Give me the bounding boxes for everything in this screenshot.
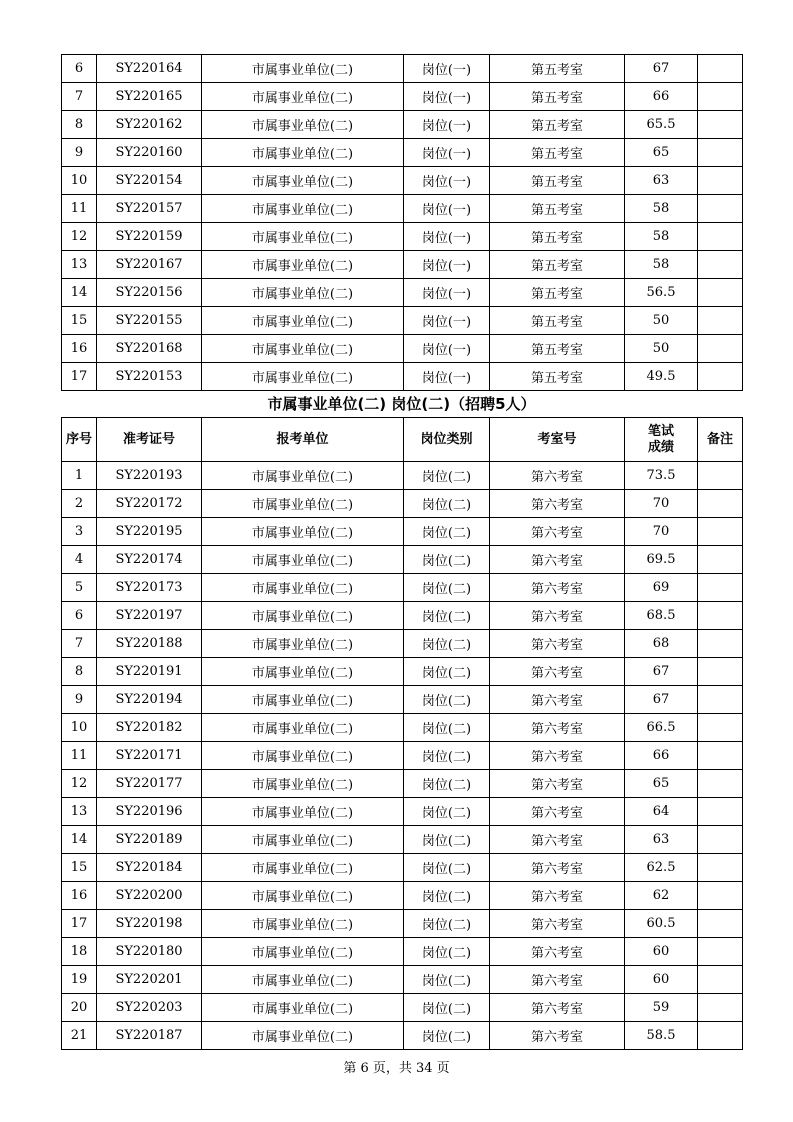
cell-post-category: 岗位(二) (404, 602, 490, 630)
cell-post-category: 岗位(二) (404, 826, 490, 854)
cell-ticket-number: SY220167 (97, 251, 202, 279)
cell-post-category: 岗位(二) (404, 742, 490, 770)
header-post-category: 岗位类别 (404, 418, 490, 462)
cell-remarks (698, 882, 743, 910)
cell-ticket-number: SY220187 (97, 1022, 202, 1050)
cell-written-score: 70 (625, 490, 698, 518)
cell-post-category: 岗位(二) (404, 770, 490, 798)
table-row (62, 139, 743, 167)
cell-post-category: 岗位(一) (404, 111, 490, 139)
table-row (62, 490, 743, 518)
cell-written-score: 63 (625, 826, 698, 854)
cell-ticket-number: SY220195 (97, 518, 202, 546)
cell-ticket-number: SY220165 (97, 83, 202, 111)
cell-index: 14 (62, 826, 97, 854)
cell-remarks (698, 223, 743, 251)
cell-index: 17 (62, 363, 97, 391)
cell-remarks (698, 462, 743, 490)
cell-remarks (698, 994, 743, 1022)
cell-ticket-number: SY220200 (97, 882, 202, 910)
table-row (62, 251, 743, 279)
cell-index: 20 (62, 994, 97, 1022)
cell-ticket-number: SY220164 (97, 55, 202, 83)
cell-index: 4 (62, 546, 97, 574)
cell-unit: 市属事业单位(二) (202, 307, 404, 335)
cell-post-category: 岗位(一) (404, 251, 490, 279)
cell-written-score: 49.5 (625, 363, 698, 391)
cell-unit: 市属事业单位(二) (202, 658, 404, 686)
cell-exam-room: 第五考室 (490, 307, 625, 335)
table-row (62, 798, 743, 826)
cell-ticket-number: SY220173 (97, 574, 202, 602)
cell-index: 12 (62, 770, 97, 798)
cell-index: 16 (62, 335, 97, 363)
cell-index: 1 (62, 462, 97, 490)
page-footer: 第 6 页，共 34 页 (343, 1061, 450, 1076)
cell-ticket-number: SY220168 (97, 335, 202, 363)
cell-post-category: 岗位(二) (404, 546, 490, 574)
cell-post-category: 岗位(一) (404, 307, 490, 335)
cell-remarks (698, 798, 743, 826)
cell-exam-room: 第六考室 (490, 462, 625, 490)
table-row (62, 1022, 743, 1050)
cell-index: 17 (62, 910, 97, 938)
cell-post-category: 岗位(二) (404, 910, 490, 938)
cell-index: 10 (62, 167, 97, 195)
cell-post-category: 岗位(二) (404, 798, 490, 826)
header-written-score: 笔试 成绩 (625, 418, 698, 462)
table-row (62, 658, 743, 686)
cell-ticket-number: SY220194 (97, 686, 202, 714)
cell-written-score: 60.5 (625, 910, 698, 938)
cell-unit: 市属事业单位(二) (202, 490, 404, 518)
cell-ticket-number: SY220203 (97, 994, 202, 1022)
cell-index: 9 (62, 139, 97, 167)
cell-index: 16 (62, 882, 97, 910)
cell-written-score: 62 (625, 882, 698, 910)
table-row (62, 994, 743, 1022)
cell-post-category: 岗位(二) (404, 686, 490, 714)
cell-ticket-number: SY220159 (97, 223, 202, 251)
cell-unit: 市属事业单位(二) (202, 223, 404, 251)
cell-post-category: 岗位(二) (404, 938, 490, 966)
cell-written-score: 66 (625, 83, 698, 111)
cell-remarks (698, 630, 743, 658)
cell-index: 7 (62, 83, 97, 111)
cell-post-category: 岗位(二) (404, 714, 490, 742)
cell-remarks (698, 167, 743, 195)
table-row (62, 279, 743, 307)
cell-ticket-number: SY220156 (97, 279, 202, 307)
cell-unit: 市属事业单位(二) (202, 770, 404, 798)
cell-ticket-number: SY220160 (97, 139, 202, 167)
cell-index: 12 (62, 223, 97, 251)
cell-written-score: 58.5 (625, 1022, 698, 1050)
cell-unit: 市属事业单位(二) (202, 826, 404, 854)
cell-index: 7 (62, 630, 97, 658)
cell-ticket-number: SY220184 (97, 854, 202, 882)
cell-post-category: 岗位(一) (404, 83, 490, 111)
cell-written-score: 65 (625, 770, 698, 798)
cell-post-category: 岗位(一) (404, 55, 490, 83)
cell-written-score: 63 (625, 167, 698, 195)
cell-index: 8 (62, 111, 97, 139)
cell-unit: 市属事业单位(二) (202, 742, 404, 770)
cell-written-score: 50 (625, 335, 698, 363)
cell-ticket-number: SY220191 (97, 658, 202, 686)
cell-exam-room: 第五考室 (490, 279, 625, 307)
cell-exam-room: 第五考室 (490, 223, 625, 251)
table-row (62, 111, 743, 139)
cell-written-score: 73.5 (625, 462, 698, 490)
cell-unit: 市属事业单位(二) (202, 910, 404, 938)
cell-written-score: 69 (625, 574, 698, 602)
cell-index: 6 (62, 602, 97, 630)
cell-unit: 市属事业单位(二) (202, 882, 404, 910)
table-row (62, 55, 743, 83)
cell-exam-room: 第六考室 (490, 630, 625, 658)
cell-written-score: 70 (625, 518, 698, 546)
cell-unit: 市属事业单位(二) (202, 602, 404, 630)
cell-ticket-number: SY220188 (97, 630, 202, 658)
cell-remarks (698, 518, 743, 546)
cell-remarks (698, 490, 743, 518)
cell-index: 19 (62, 966, 97, 994)
header-exam-room: 考室号 (490, 418, 625, 462)
cell-written-score: 64 (625, 798, 698, 826)
cell-written-score: 58 (625, 251, 698, 279)
cell-post-category: 岗位(一) (404, 223, 490, 251)
cell-remarks (698, 910, 743, 938)
cell-exam-room: 第六考室 (490, 826, 625, 854)
cell-remarks (698, 83, 743, 111)
cell-post-category: 岗位(二) (404, 490, 490, 518)
cell-index: 8 (62, 658, 97, 686)
cell-ticket-number: SY220154 (97, 167, 202, 195)
table-row (62, 167, 743, 195)
table-row (62, 910, 743, 938)
table-row (62, 742, 743, 770)
cell-written-score: 68.5 (625, 602, 698, 630)
cell-post-category: 岗位(二) (404, 462, 490, 490)
cell-remarks (698, 546, 743, 574)
cell-unit: 市属事业单位(二) (202, 938, 404, 966)
cell-written-score: 58 (625, 195, 698, 223)
cell-written-score: 50 (625, 307, 698, 335)
cell-written-score: 60 (625, 938, 698, 966)
cell-unit: 市属事业单位(二) (202, 854, 404, 882)
cell-exam-room: 第五考室 (490, 363, 625, 391)
cell-exam-room: 第五考室 (490, 55, 625, 83)
cell-unit: 市属事业单位(二) (202, 363, 404, 391)
cell-written-score: 67 (625, 55, 698, 83)
cell-index: 5 (62, 574, 97, 602)
cell-post-category: 岗位(二) (404, 574, 490, 602)
cell-exam-room: 第六考室 (490, 742, 625, 770)
header-remarks: 备注 (698, 418, 743, 462)
cell-written-score: 66.5 (625, 714, 698, 742)
cell-written-score: 56.5 (625, 279, 698, 307)
cell-ticket-number: SY220162 (97, 111, 202, 139)
cell-remarks (698, 770, 743, 798)
cell-ticket-number: SY220180 (97, 938, 202, 966)
results-table-post-2 (61, 417, 743, 1050)
cell-index: 21 (62, 1022, 97, 1050)
table-row (62, 335, 743, 363)
cell-index: 15 (62, 854, 97, 882)
cell-unit: 市属事业单位(二) (202, 83, 404, 111)
cell-remarks (698, 363, 743, 391)
cell-unit: 市属事业单位(二) (202, 335, 404, 363)
cell-post-category: 岗位(一) (404, 195, 490, 223)
cell-ticket-number: SY220153 (97, 363, 202, 391)
cell-index: 15 (62, 307, 97, 335)
cell-remarks (698, 714, 743, 742)
results-table-post-2-body (62, 462, 743, 1050)
cell-remarks (698, 335, 743, 363)
cell-remarks (698, 966, 743, 994)
cell-remarks (698, 602, 743, 630)
cell-unit: 市属事业单位(二) (202, 55, 404, 83)
cell-exam-room: 第五考室 (490, 111, 625, 139)
cell-index: 14 (62, 279, 97, 307)
table-row (62, 307, 743, 335)
cell-exam-room: 第六考室 (490, 910, 625, 938)
table-row (62, 546, 743, 574)
cell-remarks (698, 307, 743, 335)
cell-post-category: 岗位(二) (404, 882, 490, 910)
table-row (62, 826, 743, 854)
cell-exam-room: 第五考室 (490, 335, 625, 363)
cell-unit: 市属事业单位(二) (202, 686, 404, 714)
cell-written-score: 59 (625, 994, 698, 1022)
cell-index: 11 (62, 195, 97, 223)
cell-written-score: 68 (625, 630, 698, 658)
table-row (62, 462, 743, 490)
cell-exam-room: 第六考室 (490, 1022, 625, 1050)
cell-ticket-number: SY220155 (97, 307, 202, 335)
cell-remarks (698, 55, 743, 83)
cell-exam-room: 第六考室 (490, 546, 625, 574)
cell-index: 9 (62, 686, 97, 714)
results-table-continued (61, 54, 743, 391)
cell-exam-room: 第六考室 (490, 714, 625, 742)
cell-remarks (698, 826, 743, 854)
header-ticket-number: 准考证号 (97, 418, 202, 462)
table-header-row (62, 418, 743, 462)
cell-written-score: 65 (625, 139, 698, 167)
cell-exam-room: 第六考室 (490, 490, 625, 518)
cell-remarks (698, 938, 743, 966)
cell-exam-room: 第六考室 (490, 686, 625, 714)
table-row (62, 363, 743, 391)
cell-ticket-number: SY220172 (97, 490, 202, 518)
cell-ticket-number: SY220193 (97, 462, 202, 490)
cell-remarks (698, 111, 743, 139)
cell-unit: 市属事业单位(二) (202, 966, 404, 994)
section-title: 市属事业单位(二) 岗位(二)（招聘5人） (267, 395, 536, 413)
cell-post-category: 岗位(一) (404, 363, 490, 391)
cell-written-score: 65.5 (625, 111, 698, 139)
cell-remarks (698, 279, 743, 307)
table-row (62, 518, 743, 546)
cell-written-score: 69.5 (625, 546, 698, 574)
table-row (62, 938, 743, 966)
cell-unit: 市属事业单位(二) (202, 714, 404, 742)
cell-exam-room: 第六考室 (490, 854, 625, 882)
cell-index: 11 (62, 742, 97, 770)
cell-unit: 市属事业单位(二) (202, 251, 404, 279)
cell-exam-room: 第六考室 (490, 994, 625, 1022)
cell-remarks (698, 139, 743, 167)
cell-index: 10 (62, 714, 97, 742)
cell-post-category: 岗位(二) (404, 966, 490, 994)
cell-unit: 市属事业单位(二) (202, 546, 404, 574)
table-row (62, 83, 743, 111)
cell-exam-room: 第六考室 (490, 938, 625, 966)
cell-unit: 市属事业单位(二) (202, 139, 404, 167)
table-row (62, 966, 743, 994)
table-row (62, 574, 743, 602)
cell-unit: 市属事业单位(二) (202, 994, 404, 1022)
cell-remarks (698, 1022, 743, 1050)
cell-ticket-number: SY220196 (97, 798, 202, 826)
cell-remarks (698, 686, 743, 714)
cell-post-category: 岗位(一) (404, 167, 490, 195)
cell-unit: 市属事业单位(二) (202, 111, 404, 139)
cell-ticket-number: SY220201 (97, 966, 202, 994)
cell-unit: 市属事业单位(二) (202, 462, 404, 490)
table-row (62, 602, 743, 630)
cell-post-category: 岗位(一) (404, 139, 490, 167)
cell-ticket-number: SY220177 (97, 770, 202, 798)
cell-unit: 市属事业单位(二) (202, 630, 404, 658)
cell-index: 6 (62, 55, 97, 83)
cell-exam-room: 第五考室 (490, 83, 625, 111)
table-row (62, 630, 743, 658)
cell-written-score: 67 (625, 686, 698, 714)
header-unit: 报考单位 (202, 418, 404, 462)
cell-exam-room: 第五考室 (490, 251, 625, 279)
cell-unit: 市属事业单位(二) (202, 574, 404, 602)
cell-exam-room: 第六考室 (490, 770, 625, 798)
cell-ticket-number: SY220174 (97, 546, 202, 574)
cell-written-score: 66 (625, 742, 698, 770)
cell-exam-room: 第五考室 (490, 139, 625, 167)
cell-remarks (698, 658, 743, 686)
table-row (62, 686, 743, 714)
cell-ticket-number: SY220157 (97, 195, 202, 223)
cell-post-category: 岗位(二) (404, 630, 490, 658)
cell-ticket-number: SY220182 (97, 714, 202, 742)
cell-remarks (698, 195, 743, 223)
cell-exam-room: 第六考室 (490, 658, 625, 686)
cell-exam-room: 第六考室 (490, 518, 625, 546)
cell-post-category: 岗位(二) (404, 994, 490, 1022)
cell-exam-room: 第六考室 (490, 882, 625, 910)
table-row (62, 854, 743, 882)
cell-written-score: 58 (625, 223, 698, 251)
cell-unit: 市属事业单位(二) (202, 195, 404, 223)
header-index: 序号 (62, 418, 97, 462)
cell-post-category: 岗位(一) (404, 335, 490, 363)
cell-ticket-number: SY220197 (97, 602, 202, 630)
cell-written-score: 67 (625, 658, 698, 686)
cell-post-category: 岗位(二) (404, 854, 490, 882)
cell-index: 13 (62, 251, 97, 279)
cell-exam-room: 第六考室 (490, 966, 625, 994)
cell-unit: 市属事业单位(二) (202, 518, 404, 546)
cell-index: 2 (62, 490, 97, 518)
cell-remarks (698, 742, 743, 770)
cell-post-category: 岗位(二) (404, 518, 490, 546)
table-row (62, 223, 743, 251)
cell-remarks (698, 854, 743, 882)
cell-ticket-number: SY220198 (97, 910, 202, 938)
cell-index: 13 (62, 798, 97, 826)
table-row (62, 195, 743, 223)
cell-exam-room: 第五考室 (490, 195, 625, 223)
cell-post-category: 岗位(一) (404, 279, 490, 307)
table-row (62, 882, 743, 910)
cell-post-category: 岗位(二) (404, 658, 490, 686)
table-row (62, 714, 743, 742)
cell-exam-room: 第六考室 (490, 798, 625, 826)
cell-written-score: 60 (625, 966, 698, 994)
cell-exam-room: 第六考室 (490, 574, 625, 602)
cell-remarks (698, 574, 743, 602)
cell-unit: 市属事业单位(二) (202, 167, 404, 195)
cell-written-score: 62.5 (625, 854, 698, 882)
cell-exam-room: 第五考室 (490, 167, 625, 195)
cell-post-category: 岗位(二) (404, 1022, 490, 1050)
table-row (62, 770, 743, 798)
cell-index: 18 (62, 938, 97, 966)
results-table-continued-body (62, 55, 743, 391)
cell-unit: 市属事业单位(二) (202, 279, 404, 307)
cell-remarks (698, 251, 743, 279)
cell-unit: 市属事业单位(二) (202, 798, 404, 826)
cell-unit: 市属事业单位(二) (202, 1022, 404, 1050)
cell-ticket-number: SY220189 (97, 826, 202, 854)
cell-exam-room: 第六考室 (490, 602, 625, 630)
cell-index: 3 (62, 518, 97, 546)
cell-ticket-number: SY220171 (97, 742, 202, 770)
